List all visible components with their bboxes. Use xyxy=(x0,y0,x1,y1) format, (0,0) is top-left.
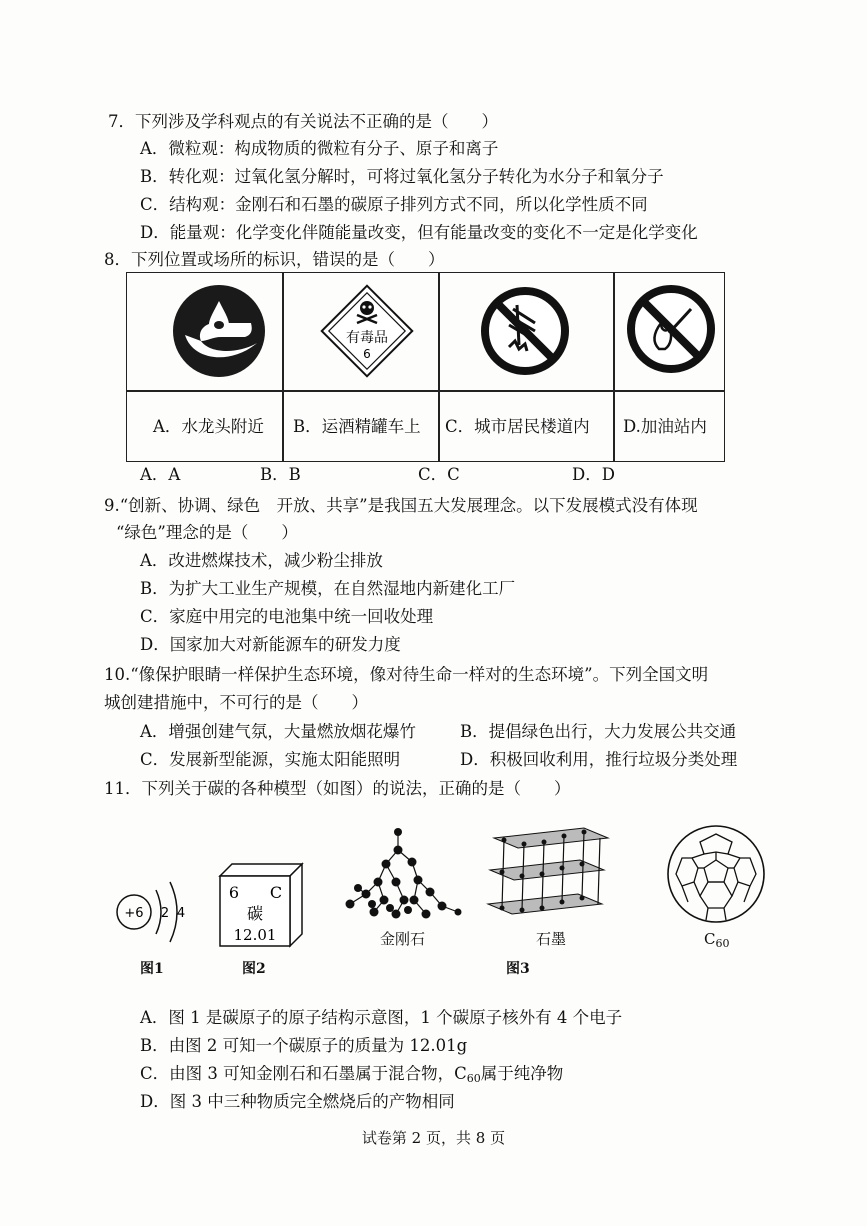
water-saving-sign-icon xyxy=(171,283,267,379)
diamond-structure-icon xyxy=(338,824,466,924)
q11-option-c-sub: 60 xyxy=(466,1072,481,1085)
caption-c: C．城市居民楼道内 xyxy=(445,417,590,436)
atomic-mass: 12.01 xyxy=(233,926,277,944)
fig3-label: 图3 xyxy=(506,961,530,977)
q11-option-b: B．由图 2 可知一个碳原子的质量为 12.01g xyxy=(140,1036,468,1055)
caption-a: A．水龙头附近 xyxy=(153,417,264,436)
c60-label-main: C xyxy=(704,930,716,948)
toxic-label-line1: 有毒品 xyxy=(346,330,388,346)
q7-option-b: B．转化观：过氧化氢分解时，可将过氧化氢分子转化为水分子和氧分子 xyxy=(140,167,664,186)
q9-option-a: A．改进燃煤技术，减少粉尘排放 xyxy=(140,551,383,570)
graphite-structure-icon xyxy=(484,822,614,926)
q7-option-a: A．微粒观：构成物质的微粒有分子、原子和离子 xyxy=(140,139,499,158)
q9-stem-line2: “绿色”理念的是（ ） xyxy=(116,523,298,542)
atom-structure-diagram xyxy=(112,874,198,950)
q7-stem: 7．下列涉及学科观点的有关说法不正确的是（ ） xyxy=(108,112,498,131)
element-symbol: C xyxy=(269,883,283,902)
fig1-label: 图1 xyxy=(140,961,164,977)
q9-option-c: C．家庭中用完的电池集中统一回收处理 xyxy=(140,607,434,626)
element-cell-diagram xyxy=(214,860,308,950)
page-footer: 试卷第 2 页，共 8 页 xyxy=(361,1129,506,1147)
q11-stem: 11．下列关于碳的各种模型（如图）的说法，正确的是（ ） xyxy=(104,779,571,798)
q10-option-c: C．发展新型能源，实施太阳能照明 xyxy=(140,750,401,769)
q10-option-b: B．提倡绿色出行，大力发展公共交通 xyxy=(460,722,737,741)
atomic-number: 6 xyxy=(228,883,240,902)
diamond-label: 金刚石 xyxy=(380,930,426,948)
q11-option-c-pre: C．由图 3 可知金刚石和石墨属于混合物，C xyxy=(140,1064,467,1083)
q10-option-d: D．积极回收利用，推行垃圾分类处理 xyxy=(460,750,738,769)
c60-label xyxy=(704,928,729,955)
q11-option-d: D．图 3 中三种物质完全燃烧后的产物相同 xyxy=(140,1092,455,1111)
shell1-electrons: 2 xyxy=(160,906,170,921)
q7-option-c: C．结构观：金刚石和石墨的碳原子排列方式不同，所以化学性质不同 xyxy=(140,195,648,214)
toxic-label-line2: 6 xyxy=(363,347,371,361)
caption-b: B．运酒精罐车上 xyxy=(293,417,421,436)
q9-stem-line1: 9.“创新、协调、绿色 开放、共享”是我国五大发展理念。以下发展模式没有体现 xyxy=(104,496,698,515)
c60-label-sub: 60 xyxy=(715,937,730,950)
q7-option-d: D．能量观：化学变化伴随能量改变，但有能量改变的变化不一定是化学变化 xyxy=(140,223,698,242)
fig2-label: 图2 xyxy=(242,961,266,977)
q10-stem-line1: 10.“像保护眼睛一样保护生态环境，像对待生命一样对的生态环境”。下列全国文明 xyxy=(104,665,709,684)
q11-option-c xyxy=(140,1063,563,1090)
no-fireworks-sign-icon xyxy=(479,285,571,377)
c60-structure-icon xyxy=(660,822,772,926)
q9-option-b: B．为扩大工业生产规模，在自然湿地内新建化工厂 xyxy=(140,579,516,598)
q10-stem-line2: 城创建措施中，不可行的是（ ） xyxy=(104,693,368,712)
caption-d: D.加油站内 xyxy=(623,417,707,436)
signs-table xyxy=(126,272,725,462)
element-name: 碳 xyxy=(246,904,264,923)
q11-option-c-post: 属于纯净物 xyxy=(480,1064,564,1083)
graphite-label: 石墨 xyxy=(536,930,567,948)
q8-option-d: D．D xyxy=(572,465,615,484)
toxic-sign-icon xyxy=(317,281,417,381)
q10-option-a: A．增强创建气氛，大量燃放烟花爆竹 xyxy=(140,722,416,741)
no-open-flame-sign-icon xyxy=(625,283,717,375)
q9-option-d: D．国家加大对新能源车的研发力度 xyxy=(140,635,401,654)
q11-option-a: A．图 1 是碳原子的原子结构示意图，1 个碳原子核外有 4 个电子 xyxy=(140,1008,623,1027)
shell2-electrons: 4 xyxy=(176,906,186,921)
q8-option-a: A．A xyxy=(140,465,181,484)
q8-option-c: C．C xyxy=(418,465,460,484)
q8-stem: 8．下列位置或场所的标识，错误的是（ ） xyxy=(104,250,445,269)
q8-option-b: B．B xyxy=(260,465,301,484)
nucleus-charge: +6 xyxy=(124,906,144,921)
